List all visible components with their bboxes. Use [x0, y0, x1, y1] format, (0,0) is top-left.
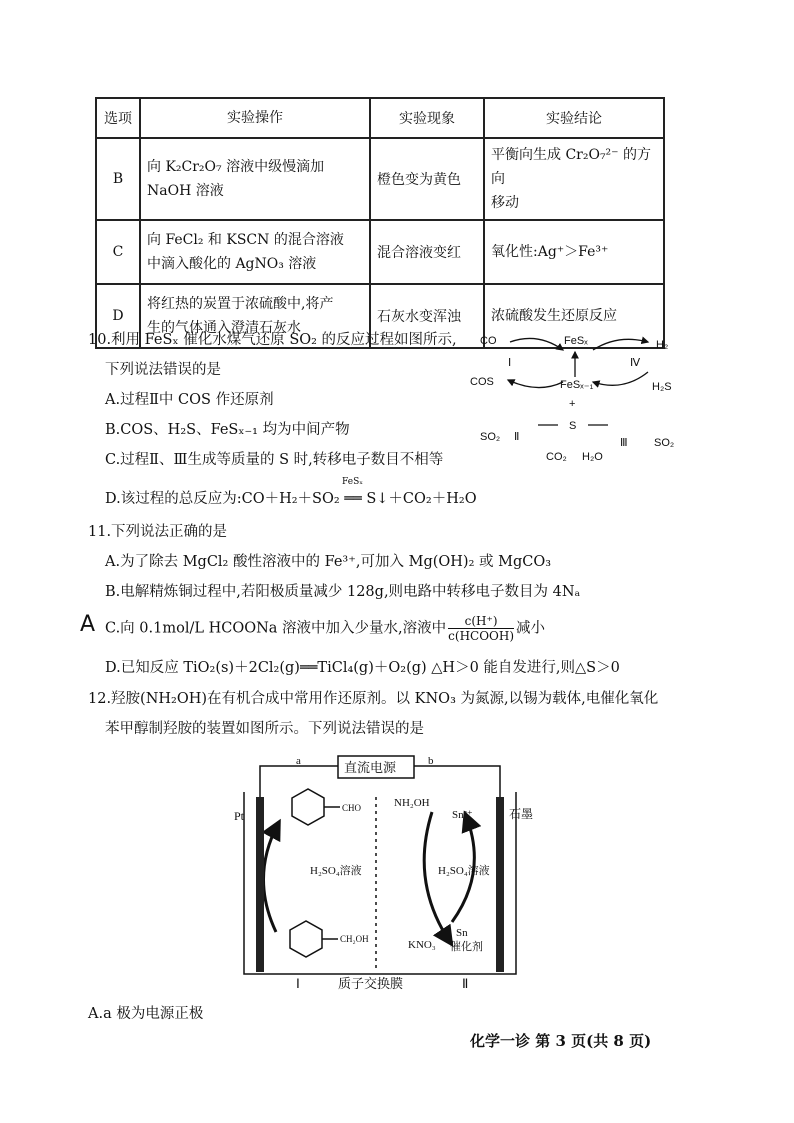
q11-option-d: D.已知反应 TiO₂(s)＋2Cl₂(g)══TiCl₄(g)＋O₂(g) △H＞0 能自发进行,则△S＞0: [105, 660, 620, 676]
row-conclusion: 浓硫酸发生还原反应: [484, 284, 664, 348]
row-option: B: [96, 138, 140, 220]
experiment-table: [95, 97, 665, 349]
handwritten-answer: A: [80, 612, 96, 637]
q12-option-a: A.a 极为电源正极: [88, 1006, 204, 1022]
label-b: b: [428, 755, 434, 767]
arrow-reduction: [424, 812, 450, 942]
label-cho: CHO: [342, 803, 362, 813]
header-conclusion: 实验结论: [484, 98, 664, 138]
label-h2o: H₂O: [582, 451, 603, 463]
header-operation: 实验操作: [140, 98, 370, 138]
label-membrane: 质子交换膜: [338, 976, 404, 991]
row-operation: 向 K₂Cr₂O₇ 溶液中级慢滴加 NaOH 溶液: [140, 138, 370, 220]
label-so2-left: SO₂: [480, 431, 501, 443]
label-compartment-ii: Ⅱ: [462, 976, 469, 991]
label-fesx1: FeSₓ₋₁: [560, 379, 594, 391]
arrow-oxidation: [263, 824, 278, 932]
label-catalyst: 催化剂: [450, 941, 483, 953]
arrow-co-to-fesx: [510, 338, 563, 350]
label-h2s: H₂S: [652, 381, 672, 393]
wire-left: [260, 766, 338, 797]
label-a: a: [296, 755, 301, 767]
pt-electrode: [256, 797, 264, 972]
row-phenomenon: 橙色变为黄色: [370, 138, 484, 220]
q11-option-c: C.向 0.1mol/L HCOONa 溶液中加入少量水,溶液中 $\frac{c(H^+)}{\text{c(HCOOH)}}$ 减小: [105, 614, 546, 643]
header-phenomenon: 实验现象: [370, 98, 484, 138]
label-process-iii: Ⅲ: [620, 437, 628, 449]
label-co2: CO₂: [546, 451, 567, 463]
label-pt: Pt: [234, 809, 245, 823]
row-conclusion: 平衡向生成 Cr₂O₇²⁻ 的方向 移动: [484, 138, 664, 220]
arrow-h2: [593, 339, 648, 350]
table-header-row: [96, 98, 664, 138]
row-option: D: [96, 284, 140, 348]
row-conclusion: 氧化性:Ag⁺＞Fe³⁺: [484, 220, 664, 284]
label-process-i: Ⅰ: [508, 357, 512, 369]
label-plus: +: [569, 398, 576, 410]
row-operation: 向 FeCl₂ 和 KSCN 的混合溶液 中滴入酸化的 AgNO₃ 溶液: [140, 220, 370, 284]
arrow-fesx1-to-cos: [508, 380, 563, 388]
page-footer: 化学一诊 第 3 页(共 8 页): [470, 1032, 652, 1050]
row-option: C: [96, 220, 140, 284]
label-process-iv: Ⅳ: [630, 357, 641, 369]
q12-stem-line1: 12.羟胺(NH₂OH)在有机合成中常用作还原剂。以 KNO₃ 为氮源,以锡为载体,电催化氧化: [88, 691, 659, 707]
label-s: S: [569, 420, 577, 432]
row-operation: 将红热的炭置于浓硫酸中,将产 生的气体通入澄清石灰水: [140, 284, 370, 348]
label-cos: COS: [470, 376, 494, 388]
label-fesx: FeSₓ: [564, 335, 588, 347]
label-compartment-i: Ⅰ: [296, 976, 300, 991]
label-left-solution: H₂SO₄溶液: [310, 865, 362, 877]
q10-option-a: A.过程Ⅱ中 COS 作还原剂: [105, 392, 274, 408]
fraction: $\frac{c(H^+)}{\text{c(HCOOH)}}$: [448, 614, 515, 643]
benzene-ring-bottom: [290, 921, 322, 957]
label-h2: H₂: [656, 339, 669, 351]
q10-option-b: B.COS、H₂S、FeSₓ₋₁ 均为中间产物: [105, 422, 350, 438]
label-process-ii: Ⅱ: [514, 431, 520, 443]
q11-stem: 11.下列说法正确的是: [88, 524, 228, 540]
q10-stem-line1: 10.利用 FeSₓ 催化水煤气还原 SO₂ 的反应过程如图所示,: [88, 332, 457, 348]
row-phenomenon: 石灰水变浑浊: [370, 284, 484, 348]
row-phenomenon: 混合溶液变红: [370, 220, 484, 284]
wire-right: [414, 766, 500, 797]
q11-option-a: A.为了除去 MgCl₂ 酸性溶液中的 Fe³⁺,可加入 Mg(OH)₂ 或 MgCO₃: [105, 554, 552, 570]
label-nh2oh: NH₂OH: [394, 797, 430, 809]
q10-option-c: C.过程Ⅱ、Ⅲ生成等质量的 S 时,转移电子数目不相等: [105, 452, 444, 468]
label-sn2: Sn²⁺: [452, 809, 473, 821]
table-row: [96, 138, 664, 220]
label-co: CO: [480, 335, 497, 347]
label-so2-right: SO₂: [654, 437, 675, 449]
benzene-ring-top: [292, 789, 324, 825]
header-option: 选项: [96, 98, 140, 138]
label-graphite: 石墨: [509, 807, 534, 821]
q10-cycle-diagram: [468, 322, 698, 472]
q12-electrolysis-diagram: [230, 752, 550, 992]
q11-option-b: B.电解精炼铜过程中,若阳极质量减少 128g,则电路中转移电子数目为 4Nₐ: [105, 584, 581, 600]
q10-catalyst-label: FeSₓ: [342, 477, 364, 487]
graphite-electrode: [496, 797, 504, 972]
q10-stem-line2: 下列说法错误的是: [105, 362, 221, 378]
label-kno3: KNO₃: [408, 939, 436, 951]
label-right-solution: H₂SO₄溶液: [438, 865, 490, 877]
q10-option-d: D.该过程的总反应为:CO＋H₂＋SO₂ ══ S↓＋CO₂＋H₂O: [105, 491, 477, 507]
arrow-h2s: [593, 372, 648, 385]
label-ch2oh: CH₂OH: [340, 934, 369, 944]
power-supply-label: 直流电源: [344, 760, 397, 775]
table-row: [96, 220, 664, 284]
label-sn: Sn: [456, 927, 468, 939]
q12-stem-line2: 苯甲醇制羟胺的装置如图所示。下列说法错误的是: [105, 721, 424, 737]
